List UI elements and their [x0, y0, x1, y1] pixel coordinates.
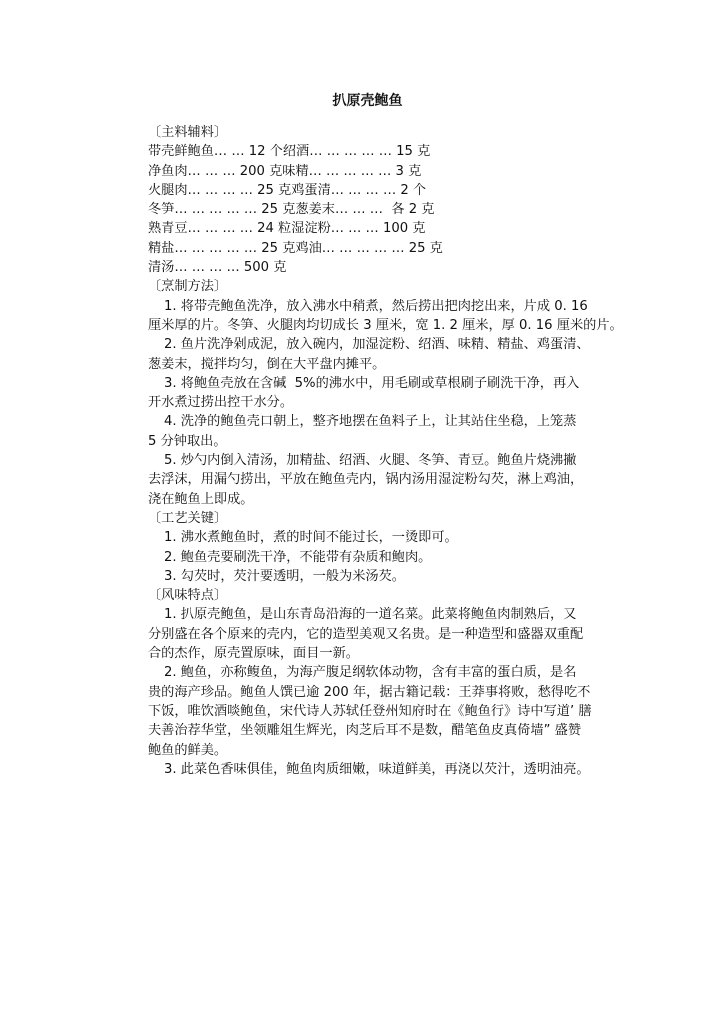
paragraph-line: 浇在鲍鱼上即成。 — [148, 491, 254, 507]
paragraph-line: 2. 鱼片洗净剁成泥，放入碗内，加湿淀粉、绍酒、味精、精盐、鸡蛋清、 — [164, 337, 590, 353]
paragraph-line: 分别盛在各个原来的壳内，它的造型美观又名贵。是一种造型和盛器双重配 — [148, 626, 584, 642]
paragraph-line: 净鱼肉… … … 200 克味精… … … … … 3 克 — [148, 163, 422, 179]
section-heading: 〔主料辅料〕 — [148, 125, 228, 140]
paragraph-line: 去浮沫，用漏勺捞出，平放在鲍鱼壳内，锅内汤用湿淀粉勾芡，淋上鸡油， — [148, 472, 584, 488]
paragraph-line: 葱姜末，搅拌均匀，倒在大平盘内摊平。 — [148, 356, 386, 372]
paragraph-line: 3. 勾芡时，芡汁要透明，一般为米汤芡。 — [164, 568, 405, 584]
paragraph-line: 5. 炒勺内倒入清汤，加精盐、绍酒、火腿、冬笋、青豆。鲍鱼片烧沸撇 — [164, 453, 577, 469]
paragraph-line: 厘米厚的片。冬笋、火腿肉均切成长 3 厘米，宽 1. 2 厘米，厚 0. 16 厘米的片。 — [148, 317, 623, 333]
page-title: 扒原壳鲍鱼 — [332, 93, 403, 109]
paragraph-line: 2. 鲍鱼壳要刷洗干净，不能带有杂质和鲍肉。 — [164, 549, 432, 565]
paragraph-line: 贵的海产珍品。鲍鱼人馔已逾 200 年，据古籍记载：王莽事将败，愁得吃不 — [148, 684, 591, 700]
paragraph-line: 4. 洗净的鲍鱼壳口朝上，整齐地摆在鱼料子上，让其站住坐稳，上笼蒸 — [164, 414, 577, 430]
paragraph-line: 带壳鲜鲍鱼… … 12 个绍酒… … … … … 15 克 — [148, 144, 431, 160]
section-heading: 〔风味特点〕 — [148, 588, 228, 604]
section-heading: 〔工艺关键〕 — [148, 510, 228, 526]
paragraph-line: 5 分钟取出。 — [148, 433, 227, 449]
section-heading: 〔烹制方法〕 — [148, 279, 228, 295]
paragraph-line: 3. 此菜色香味俱佳，鲍鱼肉质细嫩，味道鲜美，再浇以芡汁，透明油亮。 — [164, 761, 590, 777]
paragraph-line: 清汤… … … … 500 克 — [148, 260, 287, 276]
paragraph-line: 1. 将带壳鲍鱼洗净，放入沸水中稍煮，然后捞出把肉挖出来，片成 0. 16 — [164, 298, 588, 314]
document-body — [148, 123, 623, 779]
paragraph-line: 熟青豆… … … … 24 粒湿淀粉… … … 100 克 — [148, 221, 426, 237]
paragraph-line: 鲍鱼的鲜美。 — [148, 742, 228, 758]
paragraph-line: 2. 鲍鱼，亦称鳆鱼，为海产腹足纲软体动物，含有丰富的蛋白质，是名 — [164, 665, 577, 681]
paragraph-line: 下饭，唯饮酒啖鲍鱼，宋代诗人苏轼任登州知府时在《鲍鱼行》诗中写道’ 膳 — [148, 703, 592, 719]
paragraph-line: 夫善治荐华堂，坐领雕俎生辉光，肉芝后耳不是数，醋笔鱼皮真倚墙” 盛赞 — [148, 723, 582, 739]
paragraph-line: 精盐… … … … … 25 克鸡油… … … … … 25 克 — [148, 240, 443, 256]
paragraph-line: 火腿肉… … … … 25 克鸡蛋清… … … … 2 个 — [148, 182, 427, 198]
paragraph-line: 1. 沸水煮鲍鱼时，煮的时间不能过长，一烫即可。 — [164, 530, 458, 546]
paragraph-line: 3. 将鲍鱼壳放在含碱 5%的沸水中，用毛刷或草根刷子刷洗干净，再入 — [164, 375, 580, 391]
paragraph-line: 冬笋… … … … … 25 克葱姜末… … … 各 2 克 — [148, 202, 435, 218]
paragraph-line: 开水煮过捞出控干水分。 — [148, 395, 294, 411]
paragraph-line: 合的杰作，原壳置原味，面目一新。 — [148, 646, 359, 662]
paragraph-line: 1. 扒原壳鲍鱼，是山东青岛沿海的一道名菜。此菜将鲍鱼肉制熟后，又 — [164, 607, 577, 623]
